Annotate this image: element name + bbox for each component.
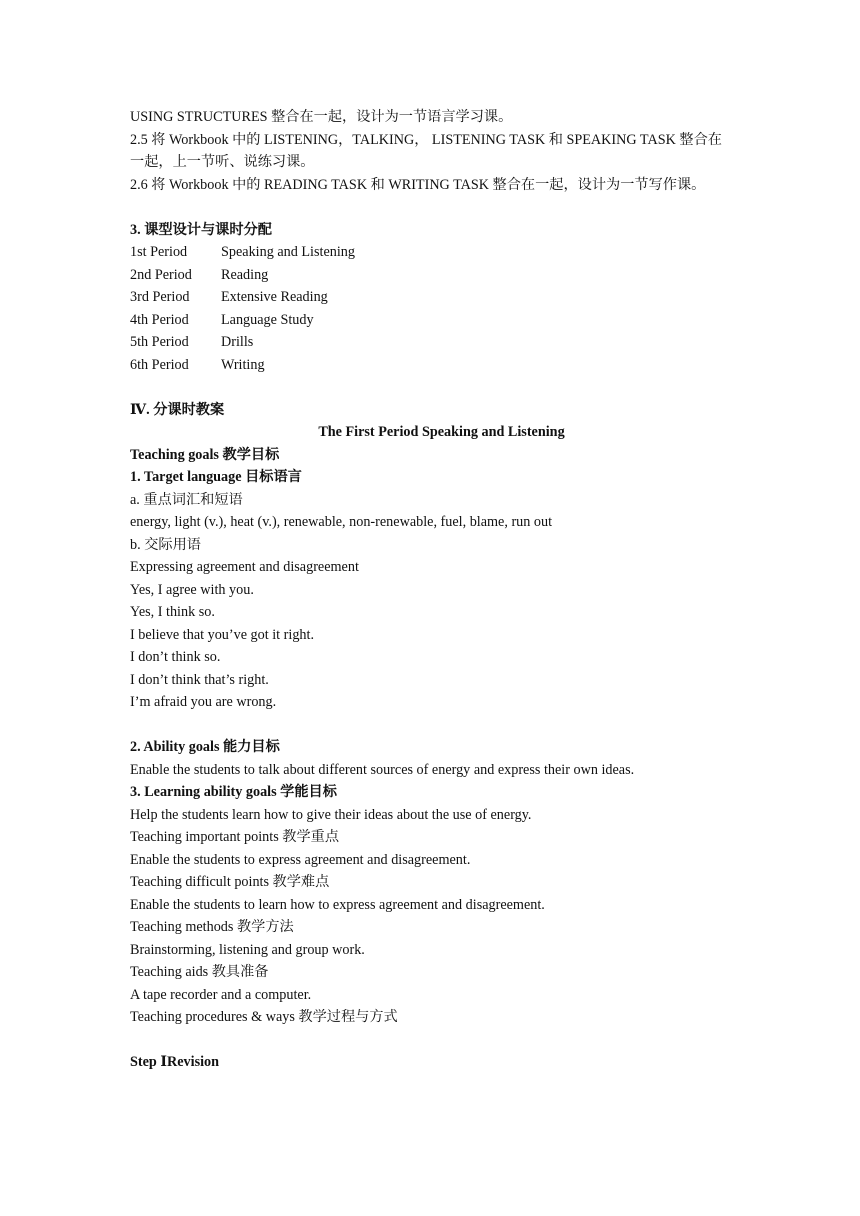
expression-line: I believe that you’ve got it right. — [130, 626, 314, 643]
expression-line: I’m afraid you are wrong. — [130, 694, 277, 710]
period-name: Reading — [221, 266, 269, 283]
procedures-label: Teaching procedures & ways 教学过程与方式 — [130, 1009, 398, 1025]
expression-line: Yes, I think so. — [130, 604, 215, 620]
expressions-list — [130, 556, 735, 714]
vocab-label: a. 重点词汇和短语 — [130, 491, 243, 508]
period-name: Extensive Reading — [221, 289, 328, 305]
step-1-heading: Step ⅠRevision — [130, 1054, 220, 1070]
methods-label: Teaching methods 教学方法 — [130, 919, 294, 935]
important-points-label: Teaching important points 教学重点 — [130, 829, 340, 845]
period-name: Writing — [221, 356, 265, 373]
period-row — [130, 241, 735, 264]
aids-text: A tape recorder and a computer. — [130, 986, 312, 1003]
paragraph-2-5: 2.5 将 Workbook 中的 LISTENING，TALKING， LISTENING TASK 和 SPEAKING TASK 整合在一起，上一节听、说练习课。 — [130, 131, 722, 170]
section-4-heading: Ⅳ. 分课时教案 — [130, 401, 225, 418]
learning-goals-heading: 3. Learning ability goals 学能目标 — [130, 784, 337, 800]
document-body — [130, 106, 735, 1074]
spacer — [130, 714, 735, 737]
spacer — [130, 196, 735, 219]
difficult-points-label: Teaching difficult points 教学难点 — [130, 874, 330, 890]
period-label: 1st Period — [130, 244, 188, 260]
period-label: 5th Period — [130, 334, 189, 350]
period-row — [130, 286, 735, 309]
period-row — [130, 264, 735, 287]
period-title: The First Period Speaking and Listening — [318, 424, 565, 440]
section-3-heading: 3. 课型设计与课时分配 — [130, 221, 272, 238]
teaching-goals-heading: Teaching goals 教学目标 — [130, 446, 280, 463]
period-name: Language Study — [221, 311, 314, 328]
paragraph-2-6: 2.6 将 Workbook 中的 READING TASK 和 WRITING TASK 整合在一起，设计为一节写作课。 — [130, 176, 706, 193]
period-row — [130, 331, 735, 354]
ability-goals-text: Enable the students to talk about different sources of energy and express their own ideas. — [130, 761, 635, 778]
important-points-text: Enable the students to express agreement and disagreement. — [130, 851, 471, 868]
spacer — [130, 376, 735, 399]
aids-label: Teaching aids 教具准备 — [130, 964, 269, 980]
difficult-points-text: Enable the students to learn how to express agreement and disagreement. — [130, 896, 545, 913]
period-list — [130, 241, 735, 376]
expressions-label: b. 交际用语 — [130, 536, 201, 553]
expression-line: I don’t think so. — [130, 649, 221, 665]
period-label: 2nd Period — [130, 266, 192, 283]
vocab-list: energy, light (v.), heat (v.), renewable, non-renewable, fuel, blame, run out — [130, 514, 553, 530]
period-label: 3rd Period — [130, 289, 190, 305]
period-name: Speaking and Listening — [221, 244, 355, 260]
period-label: 4th Period — [130, 311, 189, 328]
period-name: Drills — [221, 334, 254, 350]
period-label: 6th Period — [130, 356, 189, 373]
expression-line: Yes, I agree with you. — [130, 581, 254, 598]
spacer — [130, 1029, 735, 1052]
methods-text: Brainstorming, listening and group work. — [130, 941, 365, 958]
period-row — [130, 309, 735, 332]
ability-goals-heading: 2. Ability goals 能力目标 — [130, 739, 280, 755]
expression-line: I don’t think that’s right. — [130, 671, 269, 688]
expression-line: Expressing agreement and disagreement — [130, 559, 359, 575]
period-row — [130, 354, 735, 377]
target-language-heading: 1. Target language 目标语言 — [130, 469, 302, 485]
learning-goals-text: Help the students learn how to give their ideas about the use of energy. — [130, 806, 532, 823]
intro-line: USING STRUCTURES 整合在一起，设计为一节语言学习课。 — [130, 109, 513, 125]
